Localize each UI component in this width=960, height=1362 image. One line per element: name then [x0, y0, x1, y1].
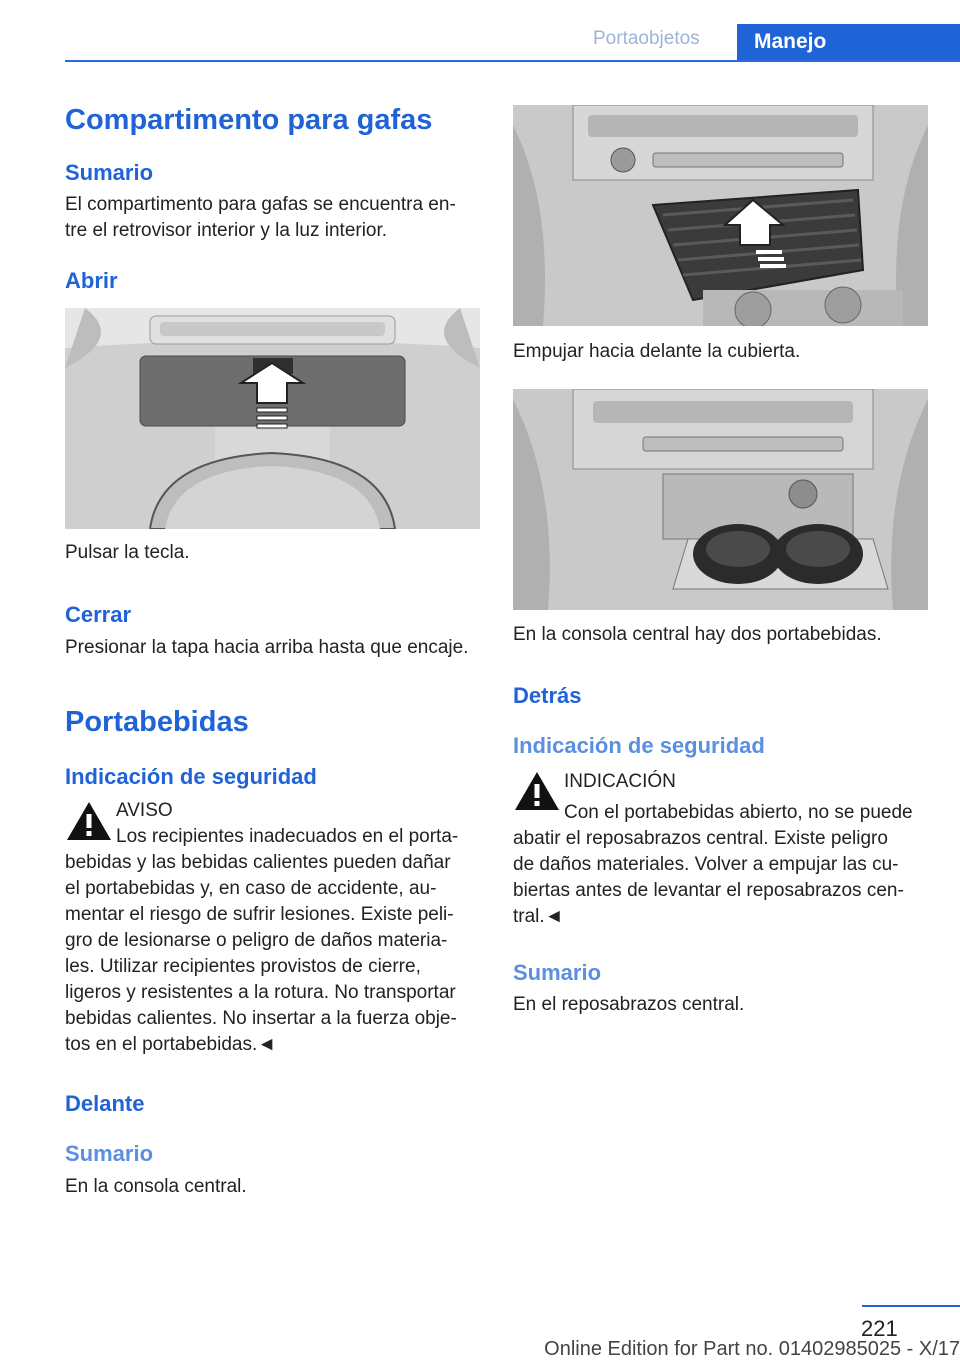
- nota-text: [513, 800, 943, 930]
- header-rule: [65, 60, 960, 62]
- heading-delante: Delante: [65, 1091, 145, 1116]
- text-line: les. Utilizar recipientes provistos de cierre,: [65, 956, 421, 977]
- console-cover-image: [513, 105, 928, 326]
- text-line: abatir el reposabrazos central. Existe peligro: [513, 828, 888, 849]
- text-line: ligeros y resistentes a la rotura. No transportar: [65, 982, 456, 1003]
- nota-label: INDICACIÓN: [564, 771, 676, 792]
- sumario-text: [65, 192, 485, 244]
- delante-text: En la consola central.: [65, 1176, 247, 1197]
- header-section-label: Portaobjetos: [593, 28, 700, 49]
- text-line: el portabebidas y, en caso de accidente, au‐: [65, 878, 437, 899]
- heading-detras: Detrás: [513, 683, 582, 708]
- heading-seguridad-detras: Indicación de seguridad: [513, 733, 765, 758]
- text-line: tre el retrovisor interior y la luz interior.: [65, 220, 388, 241]
- header-chapter-label: Manejo: [754, 30, 827, 53]
- text-line: Los recipientes inadecuados en el porta‐: [116, 826, 459, 847]
- text-line: Con el portabebidas abierto, no se puede: [564, 802, 913, 823]
- section-title-gafas: Compartimento para gafas: [65, 104, 433, 136]
- heading-delante-sumario: Sumario: [65, 1141, 154, 1166]
- text-line: biertas antes de levantar el reposabrazos cen‐: [513, 880, 904, 901]
- edition-footer: Online Edition for Part no. 01402985025 - X/17: [544, 1338, 960, 1360]
- heading-seguridad: Indicación de seguridad: [65, 764, 317, 789]
- cup-holders-image: [513, 389, 928, 610]
- aviso-text: [65, 824, 485, 1058]
- text-line: bebidas calientes. No insertar a la fuerza obje‐: [65, 1008, 457, 1029]
- text-line: tos en el portabebidas.◄: [65, 1034, 277, 1055]
- heading-sumario: Sumario: [65, 160, 154, 185]
- header-chapter-tab: [737, 24, 960, 62]
- heading-abrir: Abrir: [65, 268, 118, 293]
- sumario-detras-text: En el reposabrazos central.: [513, 994, 745, 1015]
- footer-rule: [862, 1305, 960, 1307]
- text-line: El compartimento para gafas se encuentra en‐: [65, 194, 456, 215]
- section-title-portabebidas: Portabebidas: [65, 706, 249, 738]
- text-line: tral.◄: [513, 906, 564, 927]
- text-line: mentar el riesgo de sufrir lesiones. Existe peli‐: [65, 904, 454, 925]
- page-number: 221: [861, 1316, 898, 1341]
- heading-sumario-detras: Sumario: [513, 960, 602, 985]
- aviso-label: AVISO: [116, 800, 173, 821]
- caption-cover: Empujar hacia delante la cubierta.: [513, 341, 801, 362]
- text-line: bebidas y las bebidas calientes pueden dañar: [65, 852, 451, 873]
- glasses-compartment-image: [65, 308, 480, 529]
- abrir-caption: Pulsar la tecla.: [65, 542, 190, 563]
- caption-cupholders: En la consola central hay dos portabebidas.: [513, 624, 882, 645]
- cerrar-text: Presionar la tapa hacia arriba hasta que encaje.: [65, 637, 469, 658]
- heading-cerrar: Cerrar: [65, 602, 132, 627]
- text-line: de daños materiales. Volver a empujar las cu‐: [513, 854, 899, 875]
- text-line: gro de lesionarse o peligro de daños materia‐: [65, 930, 448, 951]
